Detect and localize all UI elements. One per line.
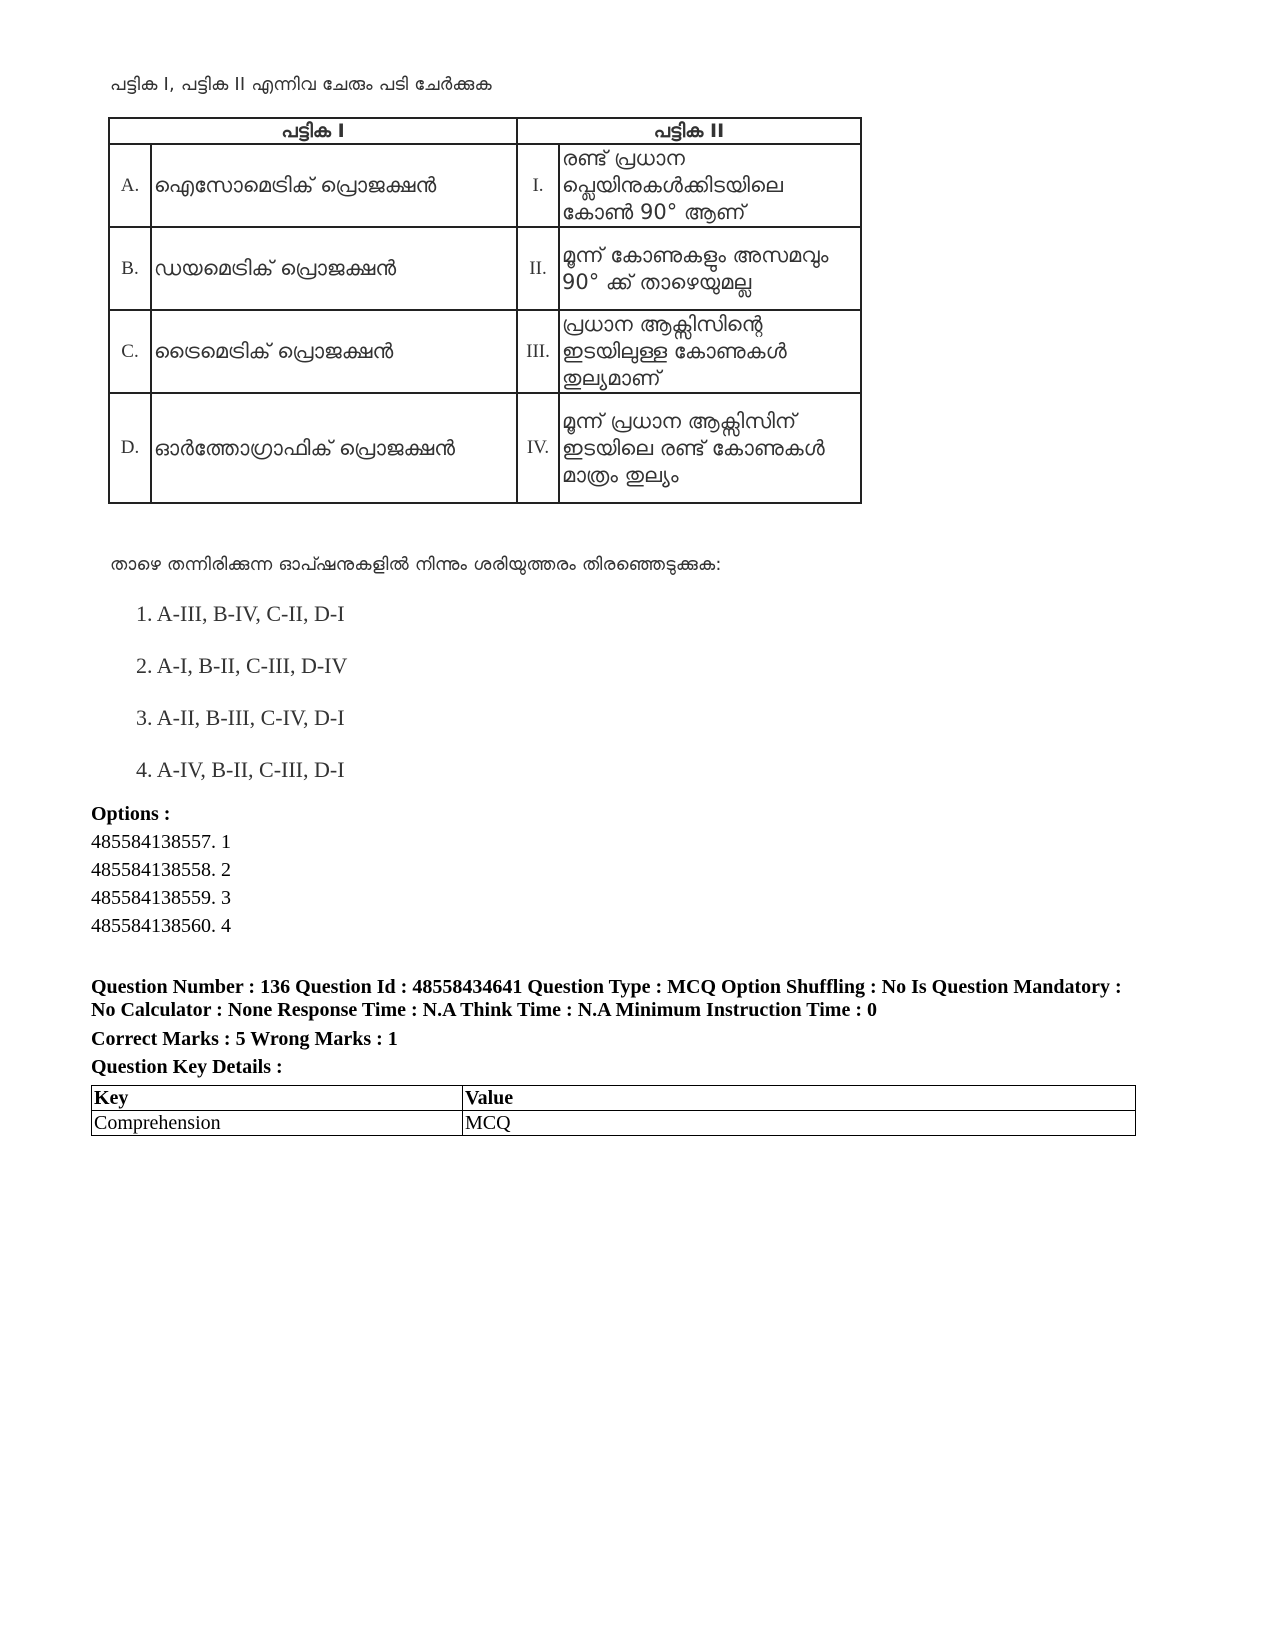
- table-row: [92, 1111, 1136, 1136]
- row-label-left: D.: [109, 393, 151, 503]
- row-text-right: മൂന്ന് കോണുകളും അസമവും 90° ക്ക് താഴെയുമല്ല: [559, 227, 861, 310]
- value-cell: MCQ: [463, 1111, 1136, 1136]
- row-text-right: പ്രധാന ആക്സിസിന്റെ ഇടയിലുള്ള കോണുകൾ തുല്യമാണ്: [559, 310, 861, 393]
- row-label-right: I.: [517, 144, 559, 227]
- match-row: [109, 227, 861, 310]
- prompt-text: താഴെ തന്നിരിക്കുന്ന ഓപ്ഷനുകളിൽ നിന്നും ശരിയുത്തരം തിരഞ്ഞെടുക്കുക:: [110, 554, 722, 575]
- key-table-header: [92, 1086, 1136, 1111]
- row-text-right: മൂന്ന് പ്രധാന ആക്സിസിന് ഇടയിലെ രണ്ട് കോണുകൾ മാത്രം തുല്യം: [559, 393, 861, 503]
- header-list-2: പട്ടിക II: [517, 118, 861, 144]
- row-label-right: III.: [517, 310, 559, 393]
- option-item: 485584138560. 4: [91, 915, 231, 937]
- key-details-heading: Question Key Details :: [91, 1056, 283, 1078]
- choice-item: 1. A-III, B-IV, C-II, D-I: [136, 601, 345, 626]
- row-label-right: IV.: [517, 393, 559, 503]
- choice-item: 2. A-I, B-II, C-III, D-IV: [136, 653, 348, 678]
- instruction-text: പട്ടിക I, പട്ടിക II എന്നിവ ചേരും പടി ചേർക്കുക: [110, 74, 492, 95]
- match-table: [108, 117, 862, 504]
- question-image: [108, 74, 888, 807]
- choice-list: [108, 599, 888, 807]
- header-list-1: പട്ടിക I: [109, 118, 517, 144]
- row-text-left: ഐസോമെട്രിക് പ്രൊജക്ഷൻ: [151, 144, 517, 227]
- choice-item: 4. A-IV, B-II, C-III, D-I: [136, 757, 345, 782]
- question-info: Question Number : 136 Question Id : 48558434641 Question Type : MCQ Option Shuffling : No Is Question Mandatory : No Calculator : None Response Time : N.A Think Time : N.A Minimum Instruction Time : 0: [91, 976, 1122, 1021]
- row-text-left: ട്രൈമെട്രിക് പ്രൊജക്ഷൻ: [151, 310, 517, 393]
- marks-info: Correct Marks : 5 Wrong Marks : 1: [91, 1028, 398, 1050]
- key-table: [91, 1085, 1136, 1136]
- match-table-header: [109, 118, 861, 144]
- key-header: Key: [92, 1086, 463, 1111]
- row-label-left: B.: [109, 227, 151, 310]
- choice-item: 3. A-II, B-III, C-IV, D-I: [136, 705, 345, 730]
- row-label-right: II.: [517, 227, 559, 310]
- match-row: [109, 310, 861, 393]
- row-text-left: ഓർത്തോഗ്രാഫിക് പ്രൊജക്ഷൻ: [151, 393, 517, 503]
- match-row: [109, 393, 861, 503]
- options-heading: Options :: [91, 803, 171, 825]
- option-item: 485584138557. 1: [91, 831, 231, 853]
- row-label-left: A.: [109, 144, 151, 227]
- option-item: 485584138558. 2: [91, 859, 231, 881]
- key-cell: Comprehension: [92, 1111, 463, 1136]
- value-header: Value: [463, 1086, 1136, 1111]
- row-label-left: C.: [109, 310, 151, 393]
- row-text-right: രണ്ട് പ്രധാന പ്ലെയിനുകൾക്കിടയിലെ കോൺ 90° ആണ്: [559, 144, 861, 227]
- options-list: [91, 828, 1151, 940]
- match-row: [109, 144, 861, 227]
- option-item: 485584138559. 3: [91, 887, 231, 909]
- question-meta: [91, 800, 1151, 1136]
- row-text-left: ഡയമെട്രിക് പ്രൊജക്ഷൻ: [151, 227, 517, 310]
